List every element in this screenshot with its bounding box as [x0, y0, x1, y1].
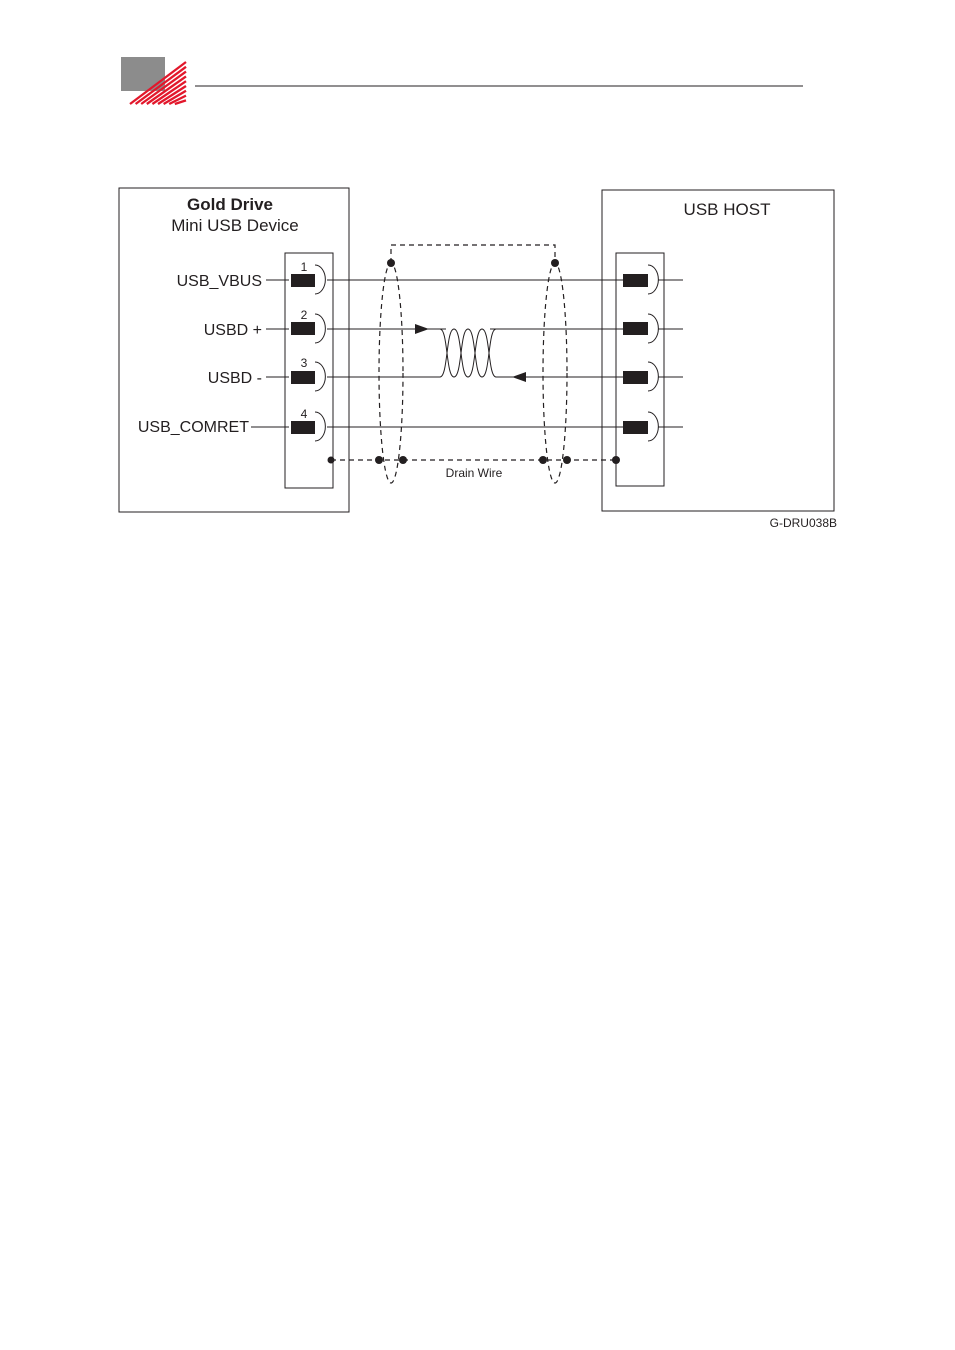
host-pins: [623, 265, 683, 441]
pin-1: [177, 260, 326, 294]
pin-contact: [291, 322, 315, 335]
device-box: [119, 188, 349, 512]
device-subtitle: Mini USB Device: [171, 216, 299, 235]
arrow-right-icon: [415, 324, 429, 334]
pin-3: [208, 356, 326, 391]
pin-signal-label: USB_COMRET: [137, 419, 249, 436]
pin-number: 4: [300, 407, 308, 421]
device-connector: [285, 253, 333, 488]
pin-signal-label: USBD +: [203, 322, 262, 339]
pin-number: 3: [300, 356, 308, 370]
pin-contact: [291, 371, 315, 384]
twisted-pair: [440, 329, 496, 377]
pin-signal-label: USB_VBUS: [176, 273, 262, 290]
company-logo: [121, 57, 186, 104]
figure-id: G-DRU038B: [769, 516, 837, 530]
pin-contact: [291, 274, 315, 287]
pin-number: 1: [300, 260, 308, 274]
pin-contact: [291, 421, 315, 434]
drain-wire-label: Drain Wire: [445, 466, 503, 480]
host-title: USB HOST: [683, 200, 771, 219]
pin-signal-label: USBD -: [207, 370, 262, 387]
arrow-left-icon: [512, 372, 526, 382]
pin-4: [138, 407, 325, 441]
pin-2: [204, 308, 326, 343]
device-title: Gold Drive: [187, 195, 273, 214]
host-box: [602, 190, 834, 511]
pin-number: 2: [300, 308, 308, 322]
